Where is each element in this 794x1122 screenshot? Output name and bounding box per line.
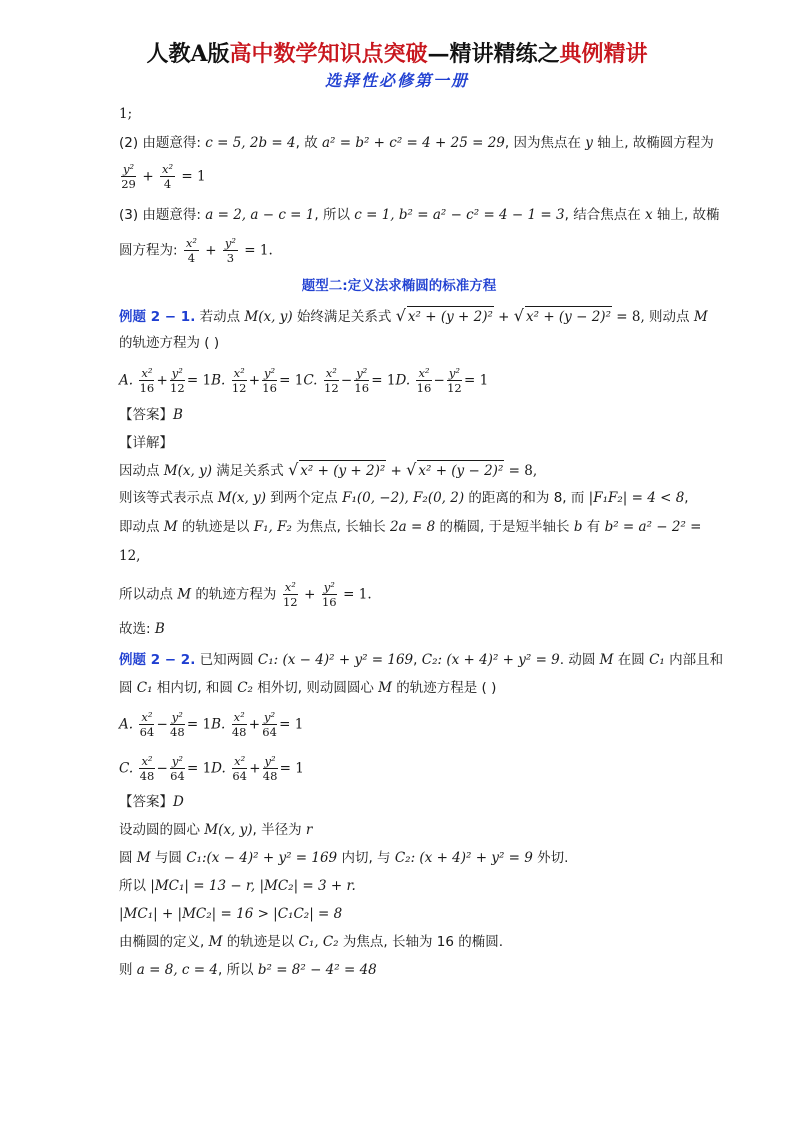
fraction — [232, 754, 247, 783]
prev-part-2 — [119, 133, 714, 153]
fraction — [184, 236, 199, 265]
text: , 结合焦点在 — [564, 207, 645, 223]
text: 已知两圆 — [195, 652, 258, 668]
fraction — [121, 162, 136, 191]
math: C₁:(x − 4)² + y² = 169 — [186, 850, 338, 866]
text: 则 — [119, 962, 137, 978]
fraction — [232, 366, 247, 395]
fraction — [223, 236, 238, 265]
numerator: y² — [323, 580, 335, 594]
text: 圆 — [119, 680, 137, 696]
text: 为焦点, 长轴长 — [291, 519, 391, 535]
math: C₂: (x + 4)² + y² = 9 — [421, 652, 560, 668]
text: (3) 由题意得: — [119, 207, 206, 223]
text: 的距离的和为 8, 而 — [464, 490, 589, 506]
text: 轴上, 故椭 — [652, 207, 720, 223]
text: 相外切, 则动圆圆心 — [252, 680, 379, 696]
text: 始终满足关系式 — [292, 309, 396, 325]
denominator: 4 — [163, 177, 172, 191]
math: b² = a² − 2² = — [604, 519, 702, 535]
text: 内部且和 — [664, 652, 724, 668]
option-label: D. — [395, 372, 411, 389]
numerator: x² — [233, 710, 245, 724]
math: = 1 — [186, 760, 212, 777]
text: . 动圆 — [559, 652, 600, 668]
numerator: x² — [418, 366, 430, 380]
numerator: y² — [264, 366, 276, 380]
answer-label: 【答案】 — [119, 407, 173, 423]
fraction — [447, 366, 462, 395]
text: , 故 — [295, 135, 322, 151]
math: 2a = 8 — [390, 519, 436, 535]
math: = 1 — [371, 372, 396, 389]
solution-line — [119, 488, 689, 508]
denominator: 64 — [170, 769, 185, 783]
fraction — [160, 162, 175, 191]
example-2-2-question — [119, 650, 723, 670]
page-title — [0, 40, 794, 68]
math: b — [573, 519, 583, 535]
text: 为焦点, 长轴为 16 的椭圆. — [338, 934, 504, 950]
numerator: y² — [264, 710, 276, 724]
numerator: y² — [356, 366, 368, 380]
text: , 半径为 — [252, 822, 306, 838]
solution-line — [119, 517, 701, 537]
numerator: x² — [141, 710, 153, 724]
option-label: B. — [211, 372, 226, 389]
math: |MC₁| = 13 − r, |MC₂| = 3 + r. — [150, 878, 356, 894]
text: 因动点 — [119, 463, 164, 479]
text: , — [684, 490, 689, 506]
numerator: y² — [264, 754, 276, 768]
denominator: 48 — [170, 725, 185, 739]
denominator: 12 — [282, 595, 298, 609]
math: M — [163, 519, 178, 535]
fraction — [262, 710, 277, 739]
math: M(x, y) — [163, 463, 212, 479]
math: x² + (y − 2)² — [417, 460, 504, 481]
numerator: y² — [448, 366, 460, 380]
denominator: 29 — [121, 177, 136, 191]
denominator: 16 — [416, 381, 432, 395]
solution-line — [119, 546, 140, 566]
numerator: x² — [141, 366, 153, 380]
text: 所以动点 — [119, 586, 178, 603]
text: 若动点 — [195, 309, 245, 325]
answer-value: D — [173, 794, 184, 810]
denominator: 4 — [187, 251, 196, 265]
math: C₂: (x + 4)² + y² = 9 — [394, 850, 533, 866]
math: = 1 — [463, 372, 489, 389]
text: 与圆 — [150, 850, 187, 866]
math: M — [378, 680, 392, 696]
text: (2) 由题意得: — [119, 135, 206, 151]
text: 轴上, 故椭圆方程为 — [592, 135, 714, 151]
answer-label: 【答案】 — [119, 794, 173, 810]
math: = 1 — [279, 760, 304, 777]
fraction — [322, 580, 337, 609]
text: + — [493, 309, 514, 325]
text: 的轨迹是以 — [177, 519, 254, 535]
math: F₁, F₂ — [253, 519, 292, 535]
math: x² + (y + 2)² — [407, 306, 494, 327]
denominator: 16 — [139, 381, 155, 395]
text: , 所以 — [314, 207, 355, 223]
page-subtitle: 选择性必修第一册 — [324, 71, 469, 90]
numerator: x² — [284, 580, 296, 594]
fraction — [416, 366, 431, 395]
numerator: x² — [185, 236, 197, 250]
numerator: x² — [325, 366, 337, 380]
text: 即动点 — [119, 519, 164, 535]
prev-line-1 — [119, 104, 132, 124]
text: 则该等式表示点 — [119, 490, 218, 506]
numerator: y² — [224, 236, 236, 250]
text: 相内切, 和圆 — [152, 680, 238, 696]
solution-line — [119, 876, 356, 896]
text: 的轨迹是以 — [222, 934, 299, 950]
math: |MC₁| + |MC₂| = 16 > |C₁C₂| = 8 — [119, 906, 343, 922]
solution-line: 因动点 M(x, y) 满足关系式 √ x² + (y + 2)² + √ x² + (y − 2)² = 8, — [119, 460, 538, 479]
denominator: 48 — [231, 725, 247, 739]
page-header — [0, 40, 794, 92]
option-label: D. — [211, 760, 226, 777]
solution-line — [119, 820, 312, 840]
text: , — [413, 652, 422, 668]
example-2-2-question-cont — [119, 678, 496, 698]
text: 的轨迹方程为 ( ) — [119, 335, 220, 351]
denominator: 12 — [170, 381, 185, 395]
option-label: C. — [303, 372, 318, 389]
solution-line — [119, 960, 377, 980]
denominator: 48 — [139, 769, 155, 783]
fraction — [262, 366, 277, 395]
example-label: 例题 2 − 2. — [119, 652, 196, 668]
math: M — [599, 652, 614, 668]
example-2-1-detail-label: 【详解】 — [119, 435, 173, 451]
text: 由椭圆的定义, — [119, 934, 209, 950]
example-label: 例题 2 − 1. — [119, 309, 196, 325]
fraction — [283, 580, 298, 609]
example-2-2-answer — [119, 792, 184, 812]
fraction — [139, 754, 154, 783]
math: b² = 8² − 4² = 48 — [257, 962, 377, 978]
option-label: A. — [119, 716, 134, 733]
numerator: y² — [171, 366, 183, 380]
text: 有 — [582, 519, 605, 535]
math: M — [693, 309, 708, 325]
example-2-1-answer — [119, 405, 183, 425]
math: x² + (y + 2)² — [299, 460, 386, 481]
math: M — [208, 934, 223, 950]
math: C₁, C₂ — [298, 934, 339, 950]
fraction — [170, 710, 185, 739]
math: C₁: (x − 4)² + y² = 169 — [257, 652, 414, 668]
title-part-black: 人教A版 — [146, 41, 230, 67]
math: = 1 — [279, 372, 304, 389]
option-label: A. — [119, 372, 134, 389]
text: 所以 — [119, 878, 151, 894]
fraction — [170, 754, 185, 783]
fraction — [139, 710, 154, 739]
denominator: 12 — [447, 381, 462, 395]
sqrt-icon: √ — [395, 306, 406, 325]
title-part-dash: —精讲精练之 — [427, 41, 560, 67]
text: 满足关系式 — [211, 463, 289, 479]
text: 内切, 与 — [337, 850, 395, 866]
answer-value: B — [173, 407, 183, 423]
numerator: x² — [233, 366, 245, 380]
denominator: 16 — [262, 381, 277, 395]
math: C₁ — [649, 652, 665, 668]
numerator: x² — [141, 754, 153, 768]
denominator: 64 — [262, 725, 277, 739]
numerator: x² — [234, 754, 246, 768]
numerator: x² — [162, 162, 174, 176]
text: 的椭圆, 于是短半轴长 — [435, 519, 574, 535]
option-label: B. — [211, 716, 226, 733]
text: = 8, 则动点 — [611, 309, 694, 325]
denominator: 16 — [321, 595, 337, 609]
text: 1; — [119, 106, 133, 122]
math: B — [154, 621, 165, 637]
text: , 因为焦点在 — [504, 135, 586, 151]
example-2-2-options-cd: C. $\frac{\text{x²}}{48}$ − $\frac{\text{y²}}{64}$ = 1D. $\frac{\text{x²}}{64}$ + $\frac{\text{y²}}{48}$ = 1 — [119, 754, 304, 783]
math: a = 2, a − c = 1 — [205, 207, 315, 223]
math: c = 1, b² = a² − c² = 4 − 1 = 3 — [354, 207, 565, 223]
title-part-red-2: 典例精讲 — [559, 41, 648, 67]
denominator: 3 — [226, 251, 235, 265]
denominator: 64 — [139, 725, 155, 739]
math: y — [585, 135, 593, 151]
math: = 1 — [186, 716, 212, 733]
math: r — [305, 822, 313, 838]
example-2-1-question-cont — [119, 333, 219, 353]
solution-line — [119, 848, 568, 868]
text: 圆 — [119, 850, 137, 866]
math: M(x, y) — [244, 309, 293, 325]
math: a = 8, c = 4 — [136, 962, 218, 978]
text: , 所以 — [217, 962, 258, 978]
math: = 1 — [186, 372, 212, 389]
example-2-1-question — [119, 306, 708, 327]
sqrt-icon: √ — [288, 460, 299, 479]
math: a² = b² + c² = 4 + 25 = 29 — [321, 135, 505, 151]
math: = 1 — [279, 716, 304, 733]
text: 的轨迹方程为 — [191, 586, 281, 603]
text: 外切. — [532, 850, 569, 866]
fraction — [170, 366, 185, 395]
math: C₂ — [237, 680, 253, 696]
text: 的轨迹方程是 ( ) — [391, 680, 497, 696]
denominator: 12 — [231, 381, 247, 395]
denominator: 64 — [232, 769, 247, 783]
math: C₁ — [136, 680, 153, 696]
math: c = 5, 2b = 4 — [205, 135, 296, 151]
math: F₁(0, −2), F₂(0, 2) — [342, 490, 465, 506]
fraction — [324, 366, 339, 395]
math: |F₁F₂| = 4 < 8 — [588, 490, 685, 506]
text: 到两个定点 — [265, 490, 343, 506]
math: M(x, y) — [217, 490, 266, 506]
numerator: y² — [171, 754, 183, 768]
numerator: y² — [171, 710, 183, 724]
numerator: y² — [123, 162, 135, 176]
prev-part-3 — [119, 205, 719, 225]
math: M — [136, 850, 151, 866]
example-2-1-options: A. $\frac{\text{x²}}{16}$ + $\frac{\text{y²}}{12}$ = 1B. $\frac{\text{x²}}{12}$ + $\frac{\text{y²}}{16}$ = 1C. $\frac{\text{x²}}{12}$ − $\frac{\text{y²}}{16}$ = 1D. $\frac{\text{x²}}{16}$ − $\frac{\text{y²}}{12}$ = 1 — [119, 366, 489, 395]
fraction — [139, 366, 154, 395]
denominator: 12 — [324, 381, 339, 395]
text: = 8, — [504, 463, 538, 479]
math: M(x, y) — [204, 822, 253, 838]
sqrt-icon: √ — [513, 306, 524, 325]
solution-line — [119, 904, 342, 924]
math: 12, — [119, 548, 141, 564]
fraction — [232, 710, 247, 739]
fraction — [263, 754, 278, 783]
text: 设动圆的圆心 — [119, 822, 205, 838]
denominator: 48 — [262, 769, 278, 783]
solution-line — [119, 932, 503, 952]
prev-eq-3: 圆方程为: $\frac{\text{x²}}{4}$ + $\frac{\text{y²}}{3}$ = 1. — [119, 236, 273, 265]
solution-line — [119, 619, 165, 639]
math: = 1 — [181, 168, 206, 185]
option-label: C. — [119, 760, 134, 777]
math: = 1. — [244, 242, 273, 259]
math: = 1. — [343, 586, 372, 603]
text: 在圆 — [613, 652, 650, 668]
text: 圆方程为: — [119, 242, 182, 259]
text: 故选: — [119, 621, 155, 637]
example-2-2-options-ab: A. $\frac{\text{x²}}{64}$ − $\frac{\text{y²}}{48}$ = 1B. $\frac{\text{x²}}{48}$ + $\frac{\text{y²}}{64}$ = 1 — [119, 710, 304, 739]
solution-line: 所以动点 M 的轨迹方程为 $\frac{\text{x²}}{12}$ + $\frac{\text{y²}}{16}$ = 1. — [119, 580, 372, 609]
math: M — [177, 586, 192, 603]
math: x — [644, 207, 653, 223]
math: x² + (y − 2)² — [525, 306, 612, 327]
section-title: 题型二:定义法求椭圆的标准方程 — [301, 278, 497, 294]
fraction — [354, 366, 369, 395]
denominator: 16 — [354, 381, 370, 395]
sqrt-icon: √ — [406, 460, 417, 479]
title-part-red-1: 高中数学知识点突破 — [229, 41, 428, 67]
prev-eq-2: $\frac{\text{y²}}{29}$ + $\frac{\text{x²}}{4}$ = 1 — [121, 162, 206, 191]
